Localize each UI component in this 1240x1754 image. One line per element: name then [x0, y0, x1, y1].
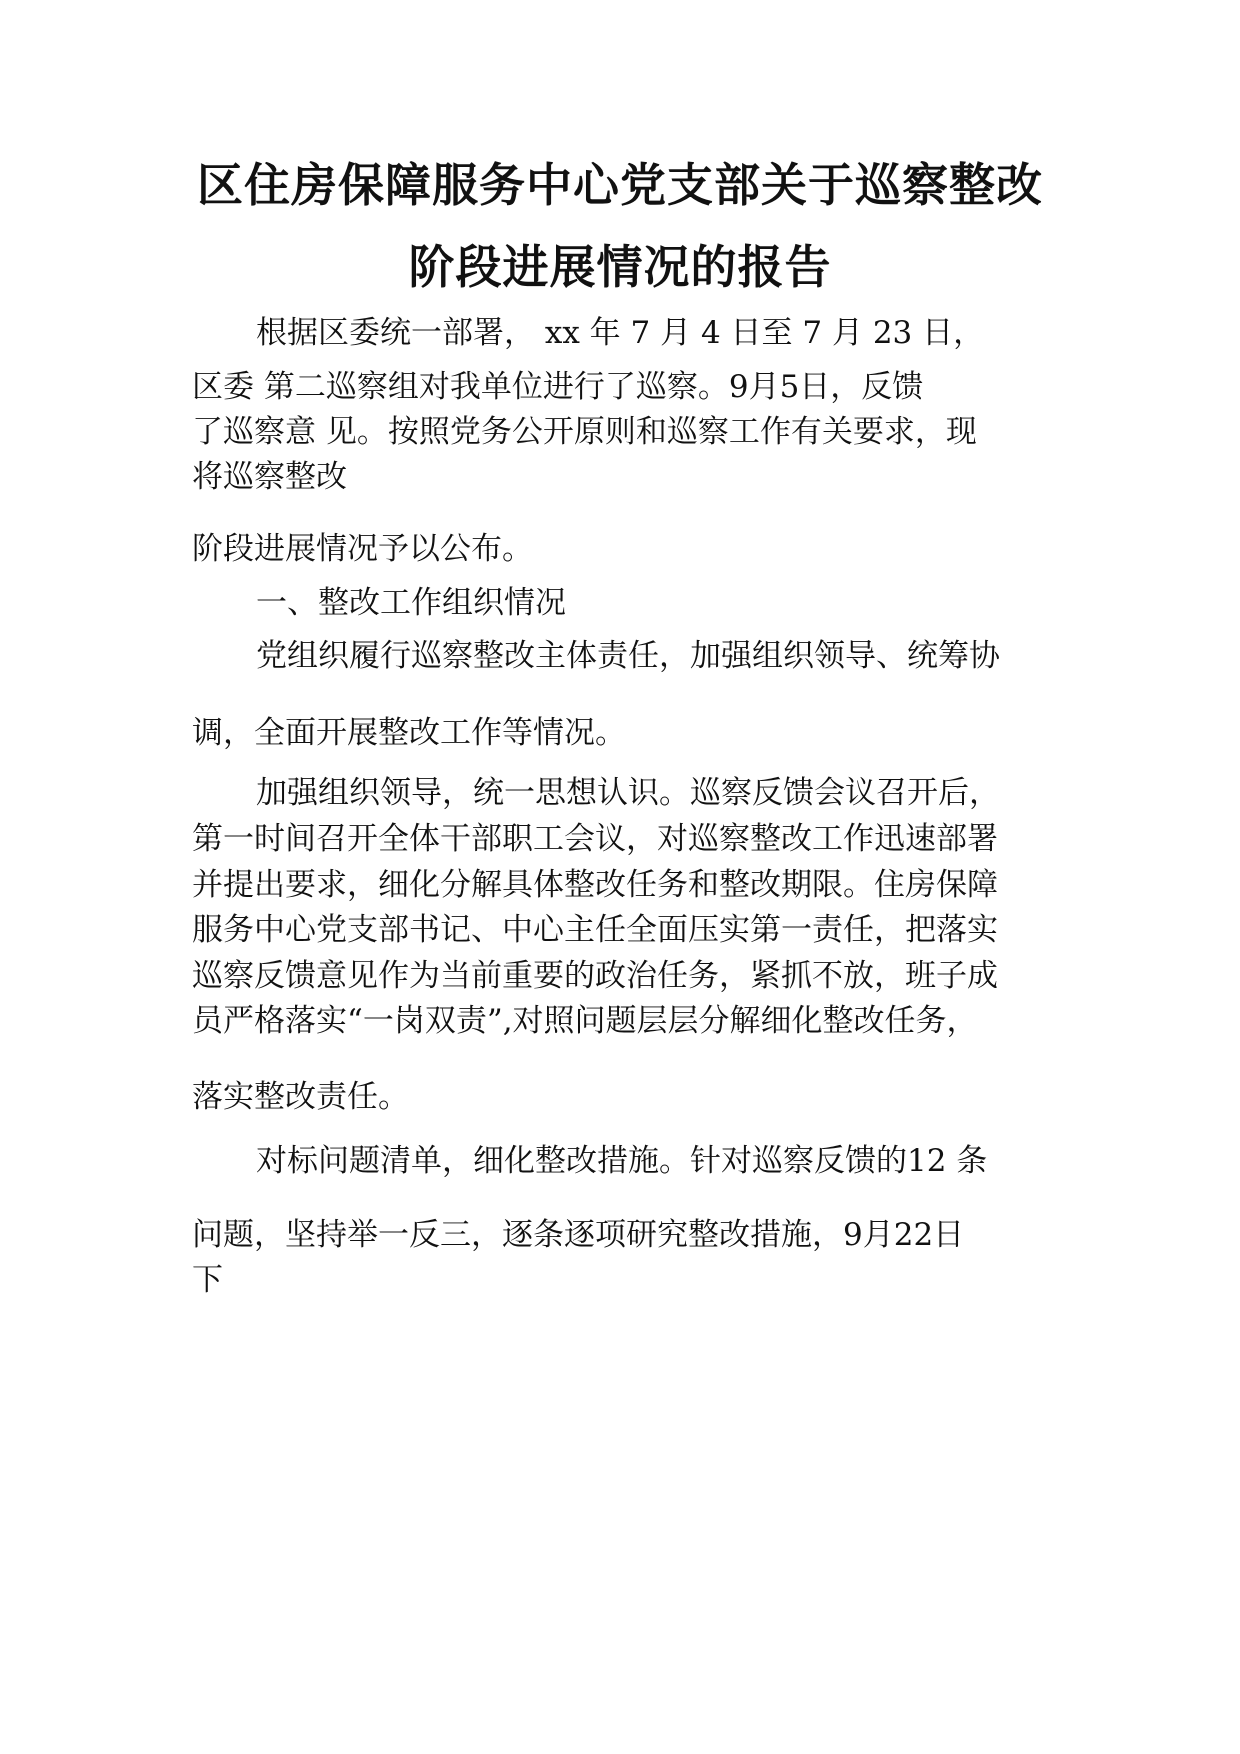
body-line-11: 并提出要求，细化分解具体整改任务和整改期限。住房保障	[192, 867, 998, 903]
body-line-18: 下	[192, 1262, 223, 1298]
body-line-7: 党组织履行巡察整改主体责任，加强组织领导、统筹协	[256, 638, 1000, 674]
body-line-3: 了巡察意 见。按照党务公开原则和巡察工作有关要求，现	[192, 414, 977, 450]
document-title-line-2: 阶段进展情况的报告	[408, 240, 832, 294]
body-line-2: 区委 第二巡察组对我单位进行了巡察。9月5日，反馈	[192, 369, 924, 405]
body-line-1: 根据区委统一部署， xx 年 7 月 4 日至 7 月 23 日，	[256, 315, 985, 351]
section-heading-1: 一、整改工作组织情况	[256, 585, 566, 621]
body-line-14: 员严格落实“一岗双责”,对照问题层层分解细化整改任务，	[192, 1003, 978, 1039]
body-line-4: 将巡察整改	[192, 459, 347, 495]
body-line-9: 加强组织领导，统一思想认识。巡察反馈会议召开后，	[256, 775, 1000, 811]
body-line-15: 落实整改责任。	[192, 1079, 409, 1115]
body-line-16: 对标问题清单，细化整改措施。针对巡察反馈的12 条	[256, 1143, 988, 1179]
body-line-17: 问题，坚持举一反三，逐条逐项研究整改措施，9月22日	[192, 1217, 965, 1253]
body-line-12: 服务中心党支部书记、中心主任全面压实第一责任，把落实	[192, 912, 998, 948]
body-line-13: 巡察反馈意见作为当前重要的政治任务，紧抓不放，班子成	[192, 958, 998, 994]
body-line-8: 调，全面开展整改工作等情况。	[192, 715, 626, 751]
document-title-line-1: 区住房保障服务中心党支部关于巡察整改	[197, 158, 1043, 212]
body-line-5: 阶段进展情况予以公布。	[192, 531, 533, 567]
body-line-10: 第一时间召开全体干部职工会议，对巡察整改工作迅速部署	[192, 821, 998, 857]
